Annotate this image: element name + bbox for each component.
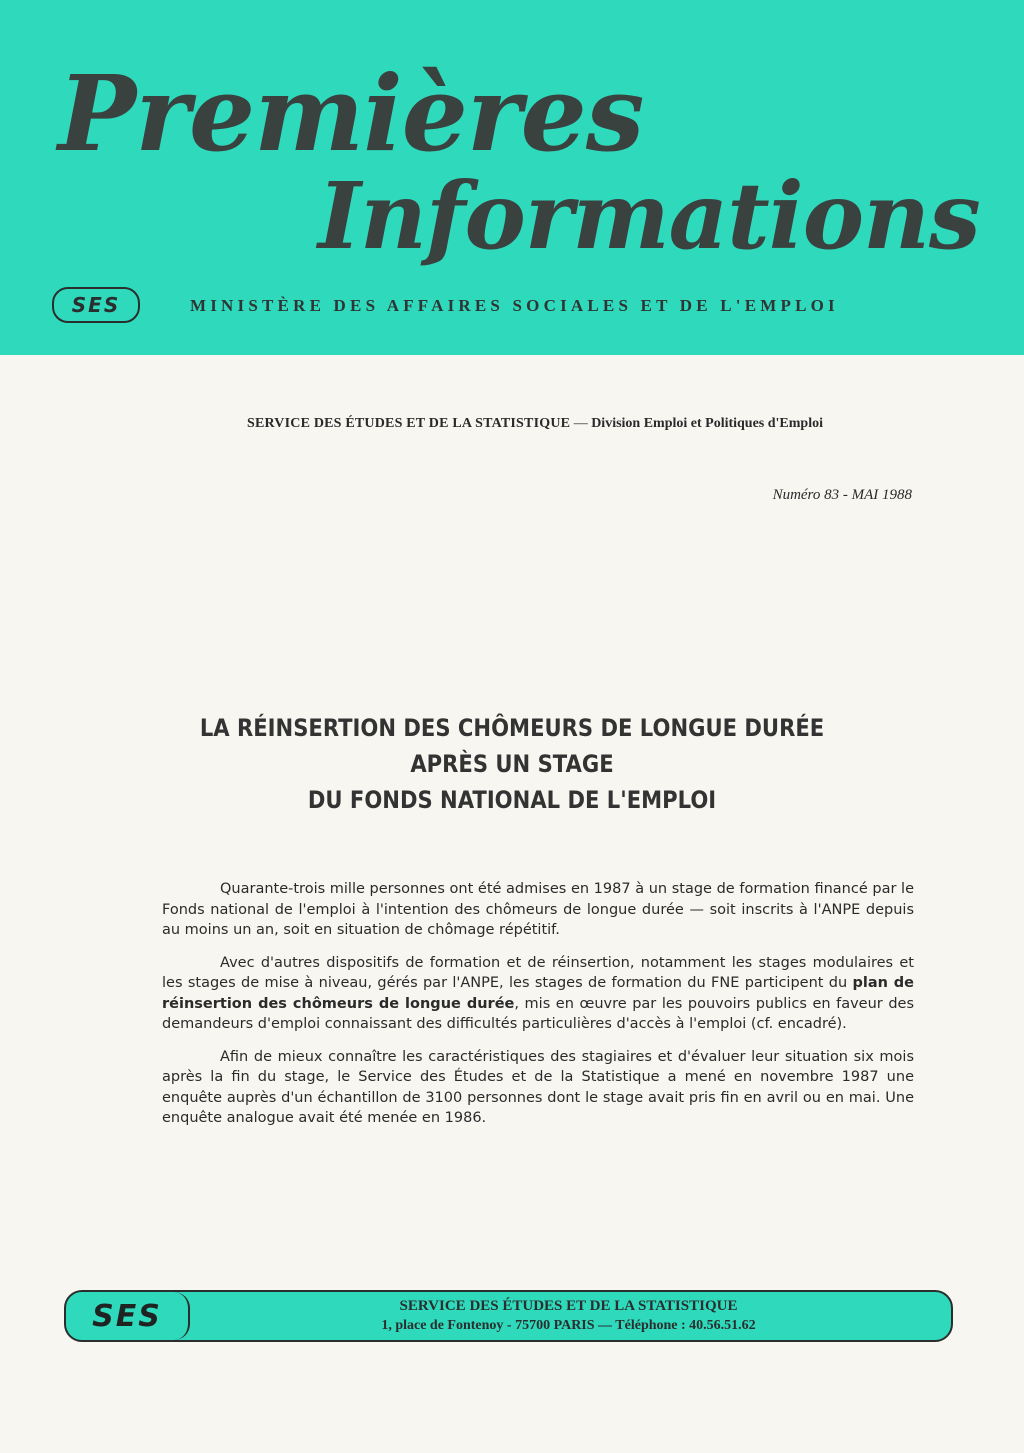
headline-line3: DU FONDS NATIONAL DE L'EMPLOI bbox=[307, 786, 717, 814]
headline-line2: APRÈS UN STAGE bbox=[410, 750, 614, 778]
ministry-name: MINISTÈRE DES AFFAIRES SOCIALES ET DE L'EMPLOI bbox=[190, 296, 839, 315]
footer-banner bbox=[64, 1290, 953, 1342]
footer-contact bbox=[196, 1296, 941, 1336]
issue-number: Numéro 83 - MAI 1988 bbox=[772, 487, 912, 503]
ses-logo: SES bbox=[52, 287, 140, 323]
service-separator: — bbox=[570, 416, 592, 431]
paragraph-2 bbox=[162, 953, 914, 1035]
article-body bbox=[162, 879, 914, 1141]
paragraph-1: Quarante-trois mille personnes ont été admises en 1987 à un stage de formation financé par le Fonds national de l'emploi à l'intention des chômeurs de longue durée — soit inscrits à l'ANPE depuis au moins un an, soit en situation de chômage répétitif. bbox=[162, 881, 914, 938]
publication-title-line1: Premières bbox=[58, 52, 644, 175]
service-name: SERVICE DES ÉTUDES ET DE LA STATISTIQUE bbox=[246, 416, 571, 431]
article-headline bbox=[193, 710, 830, 818]
paragraph-3: Afin de mieux connaître les caractéristiques des stagiaires et d'évaluer leur situation six mois après la fin du stage, le Service des Études et de la Statistique a mené en novembre 1987 une enquête auprès d'un échantillon de 3100 personnes dont le stage avait pris fin en avril ou en mai. Une enquête analogue avait été menée en 1986. bbox=[162, 1048, 914, 1126]
service-line bbox=[160, 416, 910, 432]
footer-service-name: SERVICE DES ÉTUDES ET DE LA STATISTIQUE bbox=[399, 1298, 738, 1314]
paragraph-2-end: , mis en œuvre par les pouvoirs publics en faveur des demandeurs d'emploi connaissant des difficultés particulières d'accès à l'emploi (cf. encadré). bbox=[162, 995, 914, 1032]
division-name: Division Emploi et Politiques d'Emploi bbox=[591, 416, 824, 431]
publication-title-line2: Informations bbox=[318, 162, 980, 270]
footer-ses-logo: SES bbox=[66, 1292, 190, 1340]
paragraph-2-emphasis: plan de réinsertion des chômeurs de longue durée bbox=[162, 975, 914, 1012]
headline-line1: LA RÉINSERTION DES CHÔMEURS DE LONGUE DURÉE bbox=[199, 714, 825, 742]
paragraph-2-start: Avec d'autres dispositifs de formation et de réinsertion, notamment les stages modulaires et les stages de mise à niveau, gérés par l'ANPE, les stages de formation du FNE participent du bbox=[162, 954, 914, 991]
footer-address: 1, place de Fontenoy - 75700 PARIS — Téléphone : 40.56.51.62 bbox=[381, 1318, 756, 1333]
masthead bbox=[0, 0, 1024, 355]
